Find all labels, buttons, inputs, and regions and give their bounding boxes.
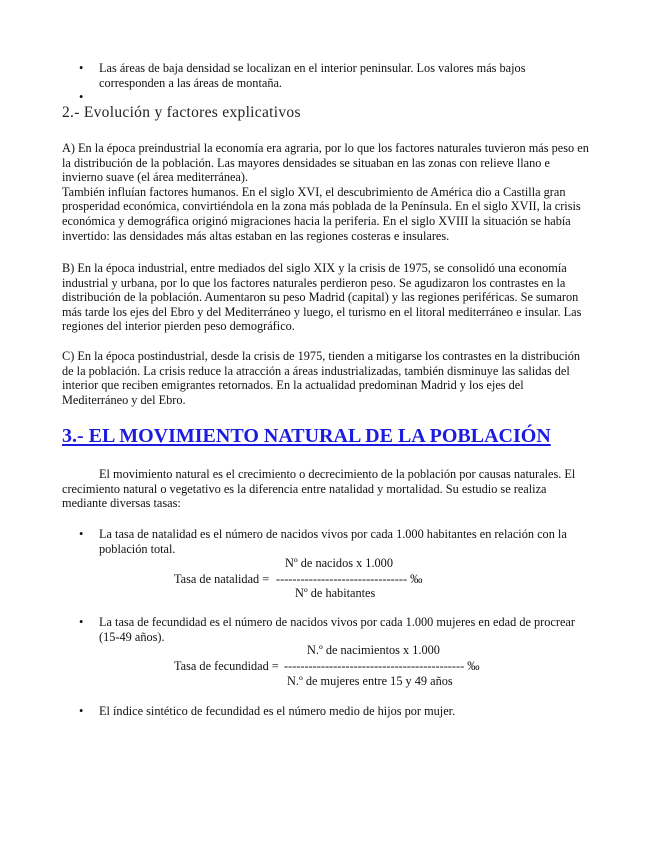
section3-intro — [62, 467, 592, 511]
paragraph-b: B) En la época industrial, entre mediados del siglo XIX y la crisis de 1975, se consolidó una economía industrial y urbana, por lo que los factores naturales perdieron peso. Se agudizaron los contrastes en la distribución de la población. Aumentaron su peso Madrid (capital) y las regiones periféricas. Se sumaron más tarde los ejes del Ebro y del Mediterráneo y luego, el turismo en el litoral mediterráneo e insular. Las regiones del interior pierden peso demográfico. — [62, 261, 582, 334]
formula-denominator: N.º de mujeres entre 15 y 49 años — [287, 674, 453, 688]
intro-paragraph: El movimiento natural es el crecimiento o decrecimiento de la población por causas naturales. El crecimiento natural o vegetativo es la diferencia entre natalidad y mortalidad. Su estudio se realiza mediante diversas tasas: — [62, 467, 576, 511]
fecundidad-bullet-list — [62, 615, 592, 644]
formula-numerator: Nº de nacidos x 1.000 — [285, 556, 393, 570]
formula-fraction-line: -------------------------------- ‰ — [276, 572, 423, 586]
paragraph-a2: También influían factores humanos. En el siglo XVI, el descubrimiento de América dio a Castilla gran prosperidad económica, convirtiéndola en la zona más poblada de la Península. En el siglo XVII, la crisis económica y demográfica originó migraciones hacia la periferia. En el siglo XVIII la situación se había invertido: las densidades más altas estaban en las regiones costeras e insulares. — [62, 184, 581, 243]
section-heading-evolucion: 2.- Evolución y factores explicativos — [62, 104, 301, 121]
top-bullet-list — [62, 61, 592, 104]
list-item — [62, 704, 592, 719]
bullet-text: El índice sintético de fecundidad es el número medio de hijos por mujer. — [99, 704, 456, 718]
formula-numerator: N.º de nacimientos x 1.000 — [307, 643, 440, 657]
bullet-text: Las áreas de baja densidad se localizan en el interior peninsular. Los valores más bajos corresponden a las áreas de montaña. — [99, 61, 526, 90]
section2-body-b — [62, 261, 592, 334]
indice-bullet-list — [62, 704, 592, 719]
paragraph-a: A) En la época preindustrial la economía era agraria, por lo que los factores naturales tuvieron más peso en la distribución de la población. Las mayores densidades se situaban en las zonas con relieve llano e invierno suave (el área mediterránea). — [62, 141, 589, 185]
list-item — [62, 615, 592, 644]
formula-label: Tasa de fecundidad = — [174, 659, 279, 673]
formula-fraction-line: -------------------------------------------- ‰ — [284, 659, 480, 673]
list-item-empty — [62, 90, 592, 104]
bullet-text: La tasa de natalidad es el número de nacidos vivos por cada 1.000 habitantes en relación con la población total. — [99, 527, 567, 556]
bullet-text: La tasa de fecundidad es el número de nacidos vivos por cada 1.000 mujeres en edad de procrear (15-49 años). — [99, 615, 575, 644]
section2-body-c — [62, 349, 592, 407]
section-heading-movimiento-natural[interactable]: 3.- EL MOVIMIENTO NATURAL DE LA POBLACIÓN — [62, 425, 551, 447]
list-item — [62, 61, 592, 90]
formula-denominator: Nº de habitantes — [295, 586, 376, 600]
natalidad-bullet-list — [62, 527, 592, 556]
list-item — [62, 527, 592, 556]
formula-label: Tasa de natalidad = — [174, 572, 270, 586]
section2-body — [62, 141, 592, 243]
paragraph-c: C) En la época postindustrial, desde la crisis de 1975, tienden a mitigarse los contrastes en la distribución de la población. La crisis reduce la atracción a áreas industrializadas, también disminuye las salidas del interior que reciben emigrantes retornados. En la actualidad predominan Madrid y los ejes del Mediterráneo y del Ebro. — [62, 349, 581, 407]
